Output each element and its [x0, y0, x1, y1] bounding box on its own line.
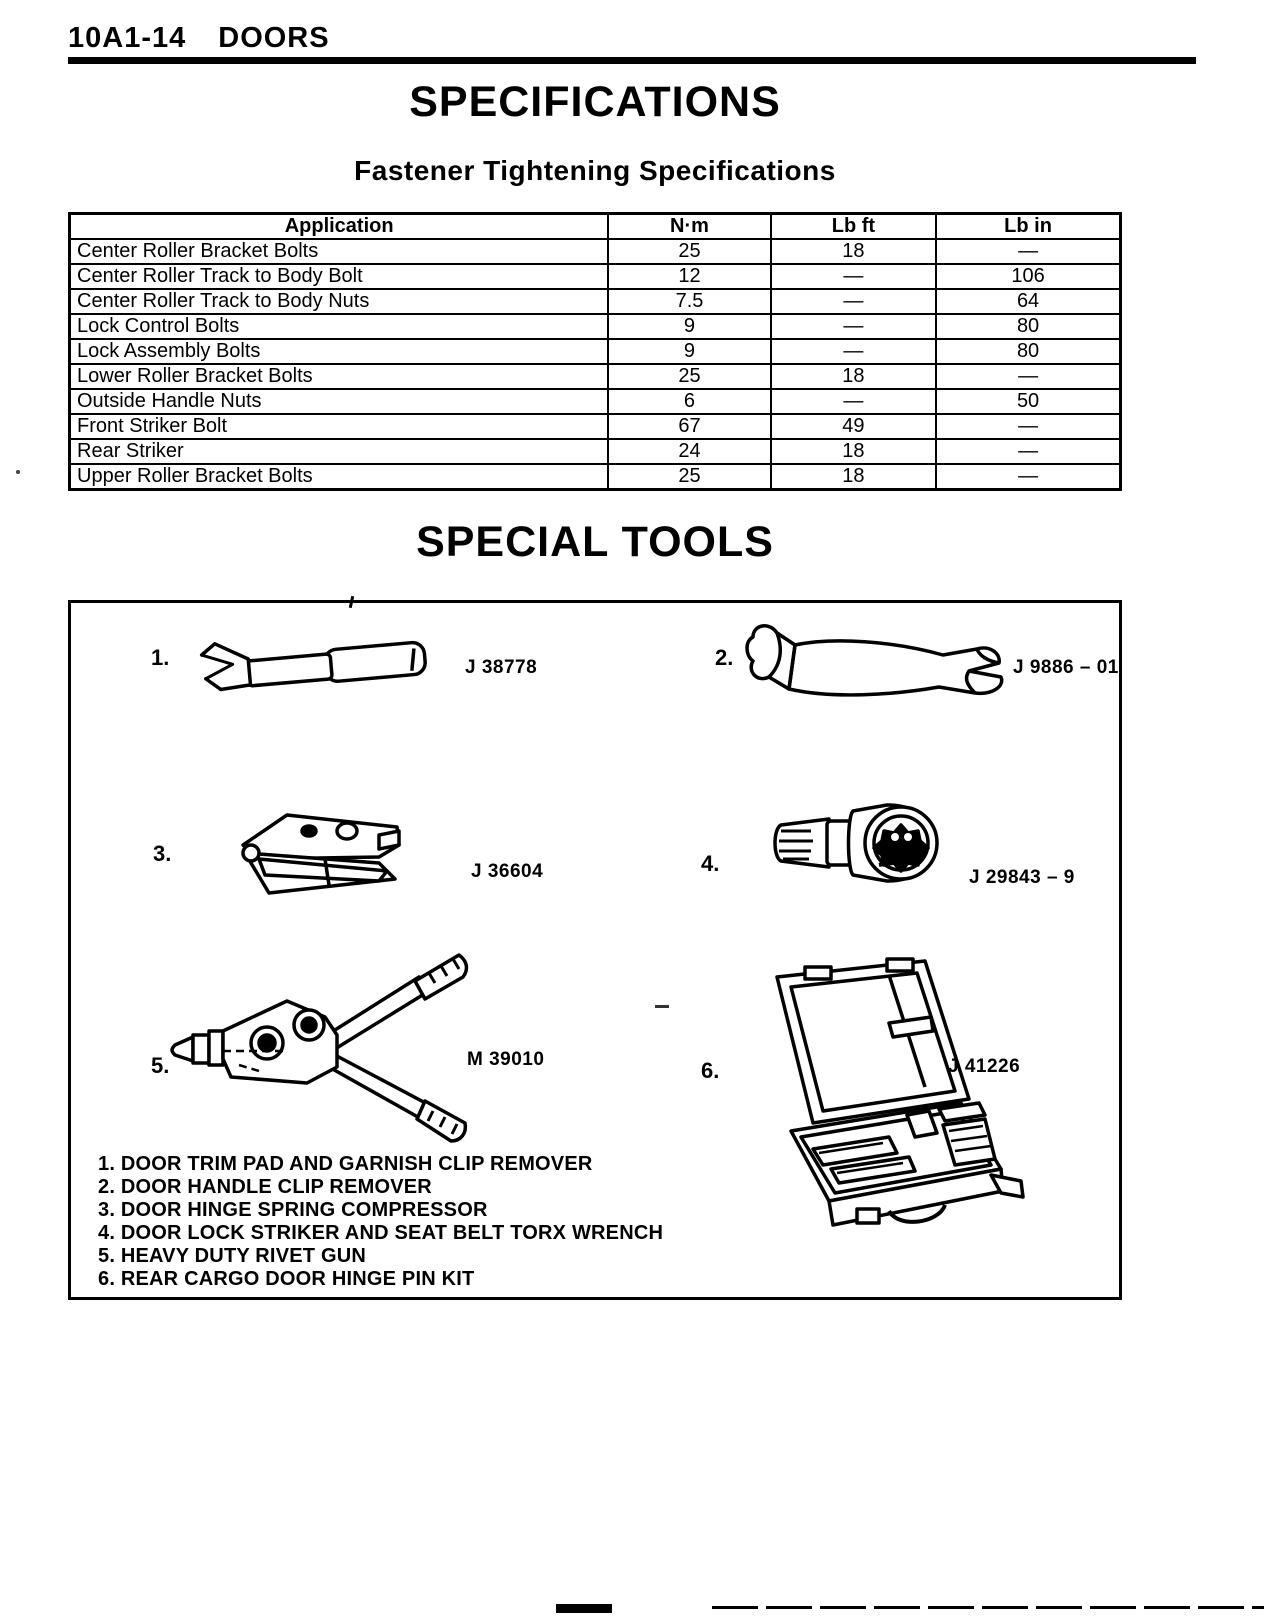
tool-5-part-number: M 39010 — [467, 1049, 545, 1070]
table-row — [70, 439, 1121, 464]
table-row — [70, 314, 1121, 339]
lbin-cell: — — [936, 439, 1120, 464]
tool-1-part-number: J 38778 — [465, 657, 538, 678]
table-row — [70, 264, 1121, 289]
lbin-cell: 80 — [936, 339, 1120, 364]
tool-3-part-number: J 36604 — [471, 861, 544, 882]
scan-artifact — [556, 1604, 612, 1613]
lbft-cell: — — [771, 389, 936, 414]
tool-5-number: 5. — [151, 1053, 170, 1078]
lbin-cell: 50 — [936, 389, 1120, 414]
application-cell: Lock Assembly Bolts — [70, 339, 609, 364]
application-cell: Center Roller Bracket Bolts — [70, 239, 609, 264]
lbft-cell: 18 — [771, 439, 936, 464]
tool-6-hinge-pin-kit-illustration — [739, 953, 1059, 1243]
lbft-cell: — — [771, 339, 936, 364]
application-cell: Lower Roller Bracket Bolts — [70, 364, 609, 389]
nm-cell: 9 — [608, 314, 770, 339]
application-cell: Rear Striker — [70, 439, 609, 464]
nm-cell: 9 — [608, 339, 770, 364]
lbft-cell: — — [771, 264, 936, 289]
lbft-cell: 18 — [771, 364, 936, 389]
application-cell: Lock Control Bolts — [70, 314, 609, 339]
col-header-nm: N·m — [608, 214, 770, 240]
special-tools-figure — [68, 600, 1122, 1300]
nm-cell: 24 — [608, 439, 770, 464]
legend-item-3: 3. DOOR HINGE SPRING COMPRESSOR — [98, 1199, 488, 1221]
application-cell: Outside Handle Nuts — [70, 389, 609, 414]
lbft-cell: 18 — [771, 464, 936, 490]
application-cell: Center Roller Track to Body Nuts — [70, 289, 609, 314]
lbft-cell: — — [771, 314, 936, 339]
legend-item-1: 1. DOOR TRIM PAD AND GARNISH CLIP REMOVER — [98, 1153, 593, 1175]
col-header-lbin: Lb in — [936, 214, 1120, 240]
scan-artifact — [16, 470, 20, 474]
table-row — [70, 464, 1121, 490]
lbin-cell: 80 — [936, 314, 1120, 339]
tool-3-number: 3. — [153, 841, 172, 866]
table-row — [70, 389, 1121, 414]
application-cell: Upper Roller Bracket Bolts — [70, 464, 609, 490]
table-row — [70, 339, 1121, 364]
table-row — [70, 289, 1121, 314]
scan-artifact — [655, 1005, 669, 1008]
lbft-cell: 49 — [771, 414, 936, 439]
tool-legend — [98, 1153, 663, 1291]
nm-cell: 67 — [608, 414, 770, 439]
lbin-cell: 64 — [936, 289, 1120, 314]
legend-item-2: 2. DOOR HANDLE CLIP REMOVER — [98, 1176, 432, 1198]
lbin-cell: — — [936, 464, 1120, 490]
nm-cell: 25 — [608, 364, 770, 389]
tool-5-rivet-gun-illustration — [167, 939, 477, 1151]
fastener-spec-table — [68, 212, 1122, 491]
lbin-cell: — — [936, 239, 1120, 264]
legend-item-4: 4. DOOR LOCK STRIKER AND SEAT BELT TORX WRENCH — [98, 1222, 664, 1244]
table-row — [70, 414, 1121, 439]
tool-4-number: 4. — [701, 851, 720, 876]
lbin-cell: — — [936, 414, 1120, 439]
nm-cell: 25 — [608, 464, 770, 490]
legend-item-6: 6. REAR CARGO DOOR HINGE PIN KIT — [98, 1268, 475, 1290]
table-header-row — [70, 214, 1121, 240]
running-header — [68, 22, 330, 55]
col-header-application: Application — [70, 214, 609, 240]
scan-artifact — [712, 1606, 1264, 1609]
col-header-lbft: Lb ft — [771, 214, 936, 240]
nm-cell: 12 — [608, 264, 770, 289]
tool-1-clip-remover-illustration — [197, 621, 439, 709]
tool-1-number: 1. — [151, 645, 170, 670]
tool-4-torx-wrench-illustration — [767, 789, 972, 899]
table-row — [70, 364, 1121, 389]
lbin-cell: — — [936, 364, 1120, 389]
page-number: 10A1-14 — [68, 22, 187, 54]
nm-cell: 25 — [608, 239, 770, 264]
tool-2-part-number: J 9886 – 01 — [1013, 657, 1119, 678]
tool-6-number: 6. — [701, 1058, 720, 1083]
nm-cell: 7.5 — [608, 289, 770, 314]
application-cell: Front Striker Bolt — [70, 414, 609, 439]
special-tools-title: SPECIAL TOOLS — [416, 518, 774, 566]
specifications-title: SPECIFICATIONS — [409, 78, 781, 126]
tool-3-spring-compressor-illustration — [229, 801, 414, 916]
tool-2-number: 2. — [715, 645, 734, 670]
tool-6-part-number: J 41226 — [948, 1056, 1021, 1077]
section-title: DOORS — [218, 22, 330, 54]
lbft-cell: — — [771, 289, 936, 314]
legend-item-5: 5. HEAVY DUTY RIVET GUN — [98, 1245, 366, 1267]
header-rule — [68, 57, 1196, 64]
lbft-cell: 18 — [771, 239, 936, 264]
table-row — [70, 239, 1121, 264]
lbin-cell: 106 — [936, 264, 1120, 289]
fastener-subtitle: Fastener Tightening Specifications — [354, 155, 836, 186]
tool-2-handle-clip-remover-illustration — [743, 615, 1013, 711]
nm-cell: 6 — [608, 389, 770, 414]
application-cell: Center Roller Track to Body Bolt — [70, 264, 609, 289]
tool-4-part-number: J 29843 – 9 — [969, 867, 1075, 888]
